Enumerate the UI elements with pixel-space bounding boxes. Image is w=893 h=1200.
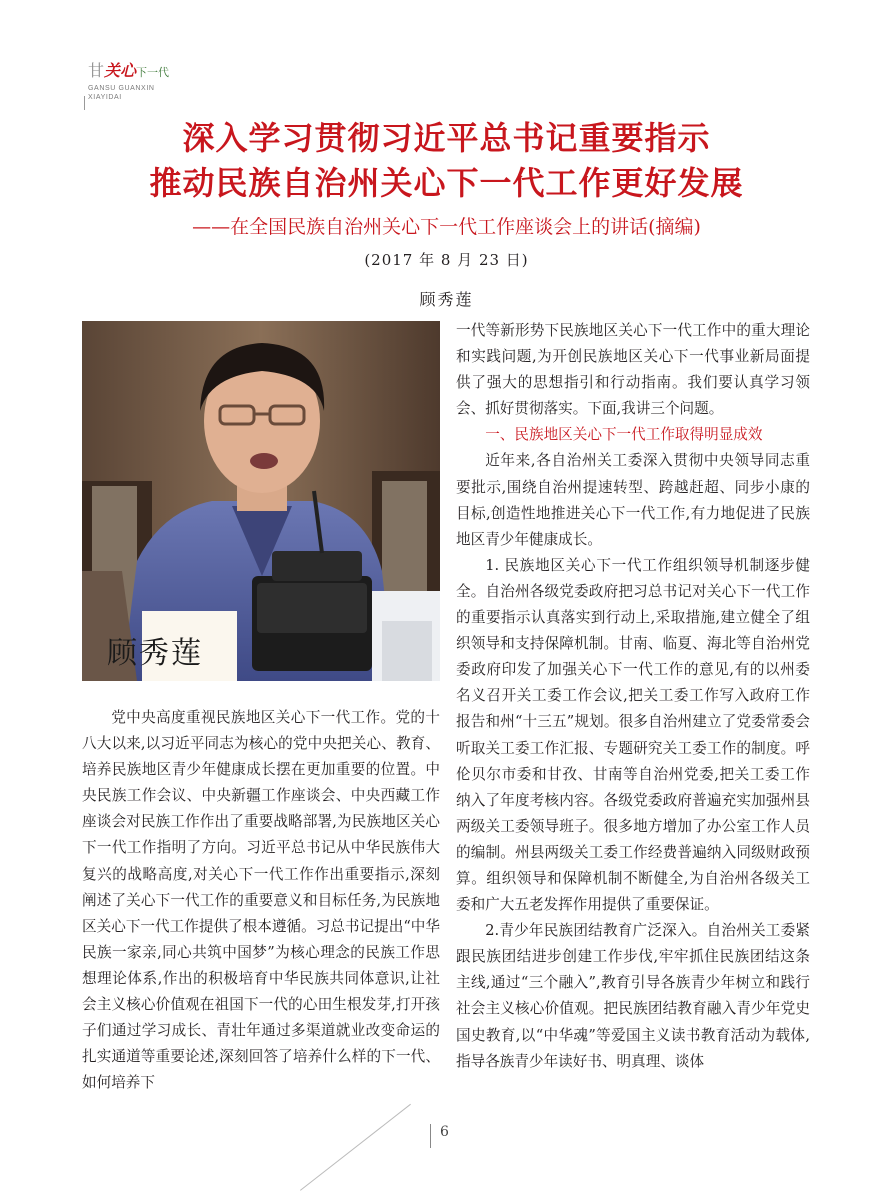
logo-glyph-xiayidai: 下一代 xyxy=(136,66,170,79)
article-subtitle: ——在全国民族自治州关心下一代工作座谈会上的讲话(摘编) xyxy=(192,216,701,238)
body-paragraph: 近年来,各自治州关工委深入贯彻中央领导同志重要批示,围绕自治州提速转型、跨越赶超、同步小康的目标,创造性地推进关心下一代工作,有力地促进了民族地区青少年健康成长。 xyxy=(456,452,810,548)
left-column xyxy=(82,705,440,1096)
article-date: (2017 年 8 月 23 日) xyxy=(364,251,529,269)
corner-decoration xyxy=(300,1104,411,1191)
page-number: 6 xyxy=(440,1124,449,1140)
speaker-nameplate: 顾秀莲 xyxy=(107,636,203,671)
speaker-photo-illustration xyxy=(82,321,440,681)
logo-subtitle xyxy=(88,84,155,102)
masthead-logo xyxy=(88,62,208,106)
right-column xyxy=(456,318,810,1075)
body-paragraph-continuation: 一代等新形势下民族地区关心下一代工作中的重大理论和实践问题,为开创民族地区关心下一代事业新局面提供了强大的思想指引和行动指南。我们要认真学习领会、抓好贯彻落实。下面,我讲三个问题。 xyxy=(456,322,810,418)
logo-glyph-guanxin: 关心 xyxy=(104,61,137,80)
speaker-photo xyxy=(82,321,440,681)
logo-sub-line-2: XIAYIDAI xyxy=(88,94,122,101)
logo-glyph-gan: 甘 xyxy=(88,61,105,80)
body-paragraph: 1. 民族地区关心下一代工作组织领导机制逐步健全。自治州各级党委政府把习总书记对关心下一代工作的重要指示认真落实到行动上,采取措施,建立健全了组织领导和支持保障机制。甘南、临夏、海北等自治州党委政府印发了加强关心下一代工作的意见,有的以州委名义召开关工委工作会议,把关工委工作写入政府工作报告和州“十三五”规划。很多自治州建立了党委常委会听取关工委工作汇报、专题研究关工委工作的制度。呼伦贝尔市委和甘孜、甘南等自治州党委,把关工委工作纳入了年度考核内容。各级党委政府普遍充实加强州县两级关工委领导班子。很多地方增加了办公室工作人员的编制。州县两级关工委工作经费普遍纳入同级财政预算。组织领导和保障机制不断健全,为自治州各级关工委和广大五老发挥作用提供了重要保证。 xyxy=(456,556,810,914)
logo-mark xyxy=(88,62,169,82)
logo-sub-line-1: GANSU GUANXIN xyxy=(88,85,155,92)
body-paragraph: 党中央高度重视民族地区关心下一代工作。党的十八大以来,以习近平同志为核心的党中央把关心、教育、培养民族地区青少年健康成长摆在更加重要的位置。中央民族工作会议、中央新疆工作座谈会、中央西藏工作座谈会对民族工作作出了重要战略部署,为民族地区关心下一代工作指明了方向。习近平总书记从中华民族伟大复兴的战略高度,对关心下一代工作作出重要指示,深刻阐述了关心下一代工作的重要意义和目标任务,为民族地区关心下一代工作提供了根本遵循。习总书记提出“中华民族一家亲,同心共筑中国梦”为核心理念的民族工作思想理论体系,作出的积极培育中华民族共同体意识,让社会主义核心价值观在祖国下一代的心田生根发芽,打开孩子们通过学习成长、青壮年通过多渠道就业改变命运的扎实通道等重要论述,深刻回答了培养什么样的下一代、如何培养下 xyxy=(82,709,440,1092)
article-title-line-1: 深入学习贯彻习近平总书记重要指示 xyxy=(182,119,711,157)
footer-divider xyxy=(430,1124,431,1148)
article-author: 顾秀莲 xyxy=(419,290,474,309)
section-heading: 一、民族地区关心下一代工作取得明显成效 xyxy=(485,426,763,444)
body-paragraph: 2.青少年民族团结教育广泛深入。自治州关工委紧跟民族团结进步创建工作步伐,牢牢抓住民族团结这条主线,通过“三个融入”,教育引导各族青少年树立和践行社会主义核心价值观。把民族团结教育融入青少年党史国史教育,以“中华魂”等爱国主义读书教育活动为载体,指导各族青少年读好书、明真理、谈体 xyxy=(456,922,810,1070)
logo-divider xyxy=(84,96,85,110)
article-title-line-2: 推动民族自治州关心下一代工作更好发展 xyxy=(149,164,744,202)
